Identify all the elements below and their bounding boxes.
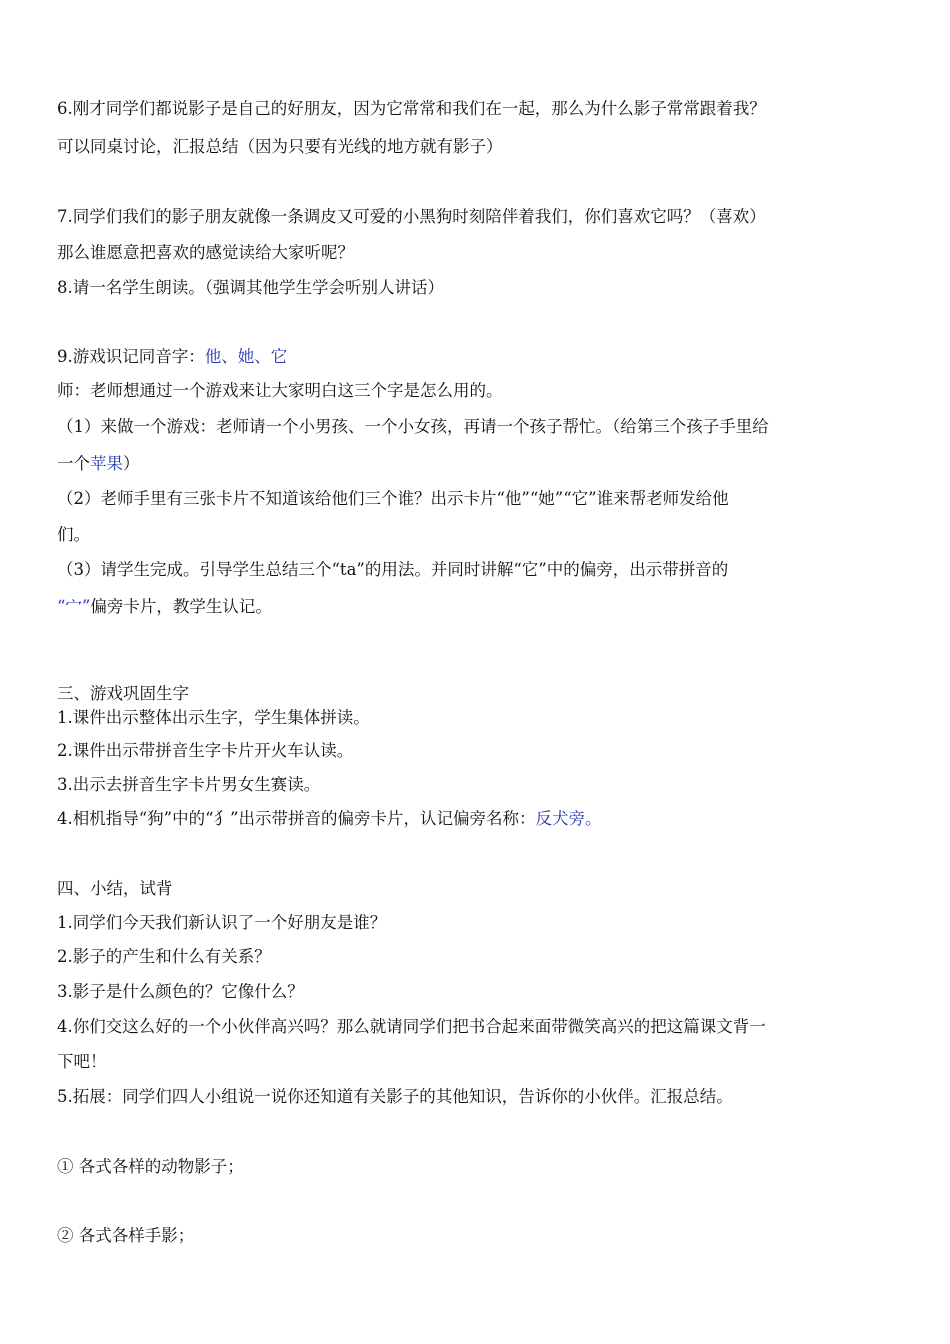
paragraph-line — [57, 808, 601, 830]
homophone-chars: 他、她、它 — [204, 347, 288, 366]
text-fragment: 偏旁卡片，教学生认记。 — [90, 597, 272, 616]
apple-word: 苹果 — [90, 454, 123, 473]
paragraph-line: 6.刚才同学们都说影子是自己的好朋友，因为它常常和我们在一起，那么为什么影子常常跟着我？ — [57, 99, 766, 118]
list-item: ② 各式各样手影； — [57, 1226, 195, 1245]
list-item: ① 各式各样的动物影子； — [57, 1157, 244, 1176]
paragraph-line: 那么谁愿意把喜欢的感觉读给大家听呢？ — [57, 243, 354, 262]
paragraph-line: 1.同学们今天我们新认识了一个好朋友是谁？ — [57, 913, 387, 932]
paragraph-line: 可以同桌讨论，汇报总结（因为只要有光线的地方就有影子） — [57, 137, 503, 156]
radical-quote: “宀” — [57, 597, 91, 616]
paragraph-line: 4.你们交这么好的一个小伙伴高兴吗？那么就请同学们把书合起来面带微笑高兴的把这篇课文背一 — [57, 1017, 766, 1036]
paragraph-line: 2.课件出示带拼音生字卡片开火车认读。 — [57, 741, 354, 760]
paragraph-line: 5.拓展：同学们四人小组说一说你还知道有关影子的其他知识，告诉你的小伙伴。汇报总结。 — [57, 1087, 733, 1106]
paragraph-line: 7.同学们我们的影子朋友就像一条调皮又可爱的小黑狗时刻陪伴着我们，你们喜欢它吗？（喜欢） — [57, 207, 766, 226]
paragraph-line: 们。 — [57, 525, 90, 544]
paragraph-line: 8.请一名学生朗读。（强调其他学生学会听别人讲话） — [57, 278, 444, 297]
radical-name: 反犬旁。 — [535, 809, 602, 828]
text-fragment: ） — [123, 454, 140, 473]
paragraph-line: 3.影子是什么颜色的？它像什么？ — [57, 982, 304, 1001]
section-heading: 三、游戏巩固生字 — [57, 684, 189, 703]
text-fragment: 4.相机指导“狗”中的“犭”出示带拼音的偏旁卡片，认记偏旁名称： — [57, 809, 536, 828]
paragraph-line — [57, 453, 140, 475]
paragraph-line: 师：老师想通过一个游戏来让大家明白这三个字是怎么用的。 — [57, 381, 503, 400]
paragraph-line: 1.课件出示整体出示生字，学生集体拼读。 — [57, 708, 370, 727]
paragraph-line: （3）请学生完成。引导学生总结三个“ta”的用法。并同时讲解“它”中的偏旁，出示带拼音的 — [57, 560, 729, 579]
paragraph-line: 下吧！ — [57, 1052, 107, 1071]
text-fragment: 一个 — [57, 454, 90, 473]
paragraph-line: （2）老师手里有三张卡片不知道该给他们三个谁？出示卡片“他”“她”“它”谁来帮老师发给他 — [57, 489, 729, 508]
paragraph-line: （1）来做一个游戏：老师请一个小男孩、一个小女孩，再请一个孩子帮忙。（给第三个孩子手里给 — [57, 417, 769, 436]
section-heading: 四、小结，试背 — [57, 879, 173, 898]
paragraph-line — [57, 346, 287, 368]
paragraph-line: 3.出示去拼音生字卡片男女生赛读。 — [57, 775, 321, 794]
item-label: 9.游戏识记同音字： — [57, 347, 205, 366]
paragraph-line — [57, 596, 272, 618]
paragraph-line: 2.影子的产生和什么有关系？ — [57, 947, 271, 966]
